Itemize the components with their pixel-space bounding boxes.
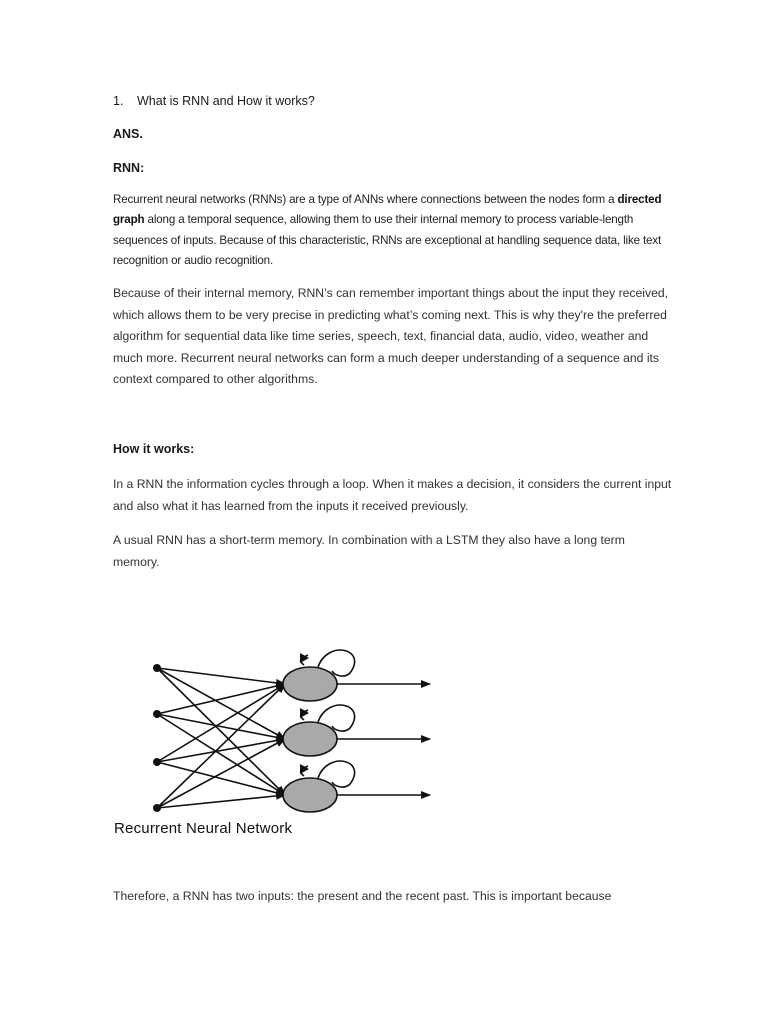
hidden-node — [283, 667, 337, 701]
how-it-works-label: How it works: — [113, 442, 195, 456]
rnn-definition-paragraph — [113, 190, 673, 271]
question-title: What is RNN and How it works? — [137, 94, 315, 108]
memory-paragraph: A usual RNN has a short-term memory. In combination with a LSTM they also have a long term memory. — [113, 533, 625, 569]
input-connections — [157, 668, 285, 808]
rnn-definition-part2: along a temporal sequence, allowing them to use their internal memory to process variable-length sequences of inputs. Because of this characteristic, RNNs are exceptional at handling sequence data, like text recognition or audio recognition. — [113, 213, 662, 267]
connection-line — [157, 684, 285, 714]
connection-line — [157, 668, 285, 795]
output-arrows — [337, 684, 430, 795]
two-inputs-paragraph: Therefore, a RNN has two inputs: the present and the recent past. This is important because — [113, 889, 612, 903]
directed-graph-term: directed graph — [113, 193, 662, 227]
hidden-nodes — [283, 667, 337, 812]
connection-line — [157, 668, 285, 684]
internal-memory-paragraph: Because of their internal memory, RNN’s can remember important things about the input they received, which allows them to be very precise in predicting what’s coming next. This is why they're the preferred algorithm for sequential data like time series, speech, text, financial data, audio, video, weather and much more. Recurrent neural networks can form a much deeper understanding of a sequence and its context compared to other algorithms. — [113, 286, 669, 387]
question-heading — [113, 94, 315, 108]
ans-label: ANS. — [113, 127, 143, 141]
loop-paragraph: In a RNN the information cycles through a loop. When it makes a decision, it considers the current input and also what it has learned from the inputs it received previously. — [113, 477, 672, 513]
hidden-node — [283, 778, 337, 812]
input-node — [153, 804, 161, 812]
question-number: 1. — [113, 94, 124, 108]
rnn-definition-part1: Recurrent neural networks (RNNs) are a type of ANNs where connections between the nodes form a — [113, 193, 618, 206]
input-node — [153, 710, 161, 718]
input-node — [153, 758, 161, 766]
rnn-label: RNN: — [113, 161, 145, 175]
hidden-node — [283, 722, 337, 756]
input-node — [153, 664, 161, 672]
figure-caption: Recurrent Neural Network — [114, 820, 293, 837]
input-nodes — [153, 664, 161, 812]
